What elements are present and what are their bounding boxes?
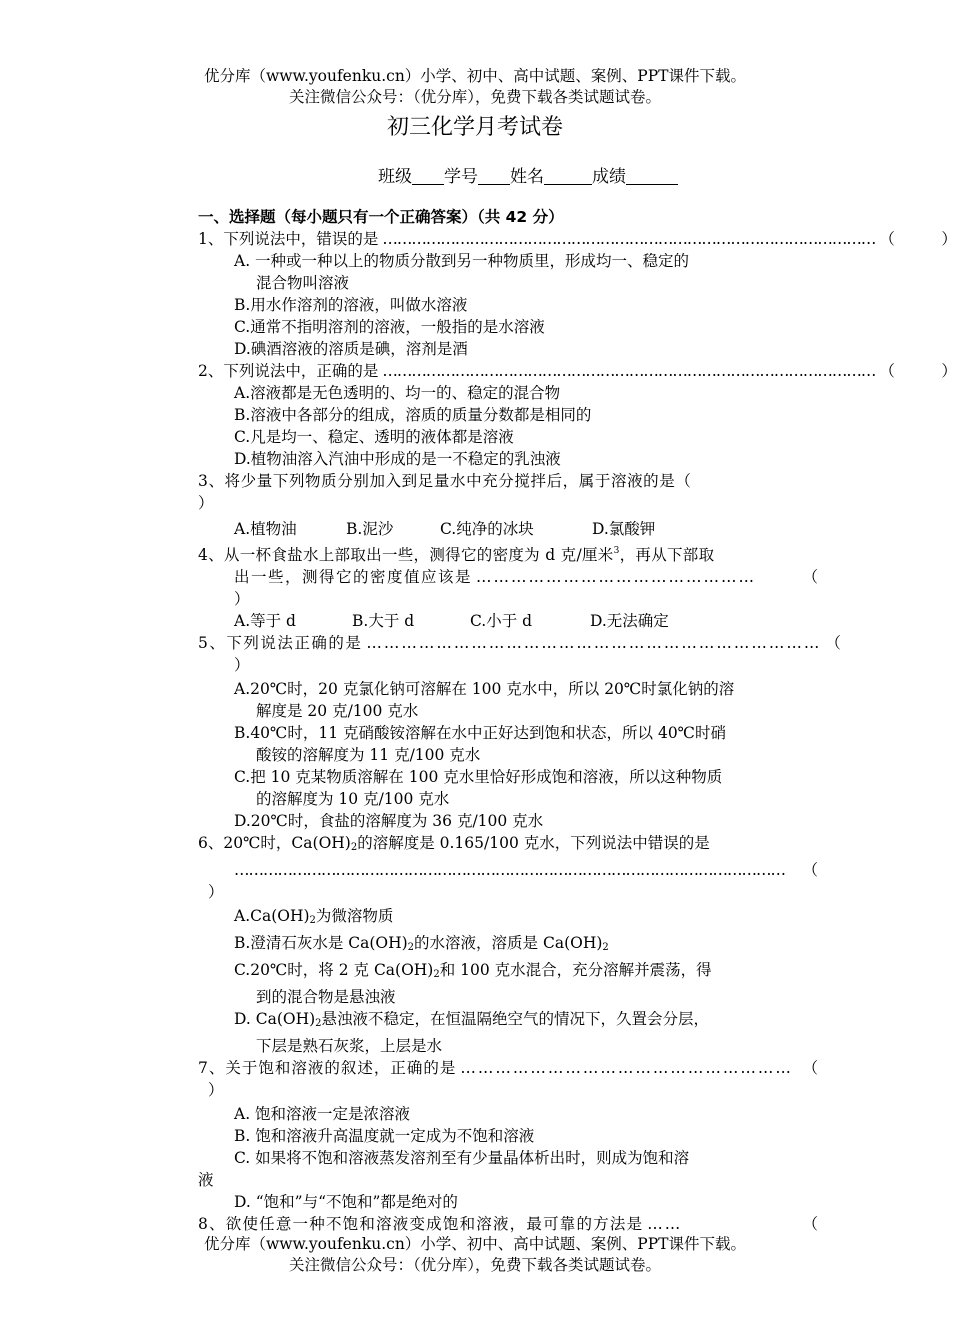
answer-paren[interactable]: （ ） xyxy=(879,230,957,248)
score-blank[interactable] xyxy=(626,168,678,185)
q3-option-b: B.泥沙 xyxy=(346,520,394,538)
q1-option-c: C.通常不指明溶剂的溶液，一般指的是水溶液 xyxy=(234,318,545,336)
q4-options xyxy=(198,610,818,632)
q2-option-c: C.凡是均一、稳定、透明的液体都是溶液 xyxy=(234,428,514,446)
q5-paren-close[interactable]: ） xyxy=(234,656,250,674)
q5-option-d: D.20℃时，食盐的溶解度为 36 克/100 克水 xyxy=(234,812,544,830)
q4-option-a: A.等于 d xyxy=(234,612,296,630)
q6-option-b-pre: B.澄清石灰水是 Ca(OH) xyxy=(234,934,408,952)
dot-leader: …………………………………………………………………………………………………… xyxy=(234,861,785,879)
dot-leader: ………………………………………………… xyxy=(460,1059,793,1077)
question-4-line-1 xyxy=(198,540,818,566)
answer-paren-open[interactable]: （ xyxy=(802,568,818,586)
q5-stem: 5、下列说法正确的是 xyxy=(198,634,363,652)
footer-line-2: 关注微信公众号：（优分库），免费下载各类试题试卷。 xyxy=(288,1256,661,1274)
q6-option-d-post: 悬浊液不稳定，在恒温隔绝空气的情况下，久置会分层， xyxy=(321,1010,710,1028)
question-8 xyxy=(198,1213,818,1235)
id-label: 学号 xyxy=(444,167,478,187)
id-blank[interactable] xyxy=(478,168,510,185)
q2-option-d: D.植物油溶入汽油中形成的是一不稳定的乳浊液 xyxy=(234,450,561,468)
subscript: 2 xyxy=(315,1018,322,1029)
page-title: 初三化学月考试卷 xyxy=(386,115,563,140)
q7-option-b: B. 饱和溶液升高温度就一定成为不饱和溶液 xyxy=(234,1127,535,1145)
q7-option-a: A. 饱和溶液一定是浓溶液 xyxy=(234,1105,411,1123)
subscript: 2 xyxy=(309,915,316,926)
footer-line-1: 优分库（www.youfenku.cn）小学、初中、高中试题、案例、PPT课件下载。 xyxy=(203,1235,747,1253)
q6-option-b xyxy=(198,932,818,959)
class-label: 班级 xyxy=(378,167,412,187)
class-blank[interactable] xyxy=(412,168,444,185)
q6-option-d-pre: D. Ca(OH) xyxy=(234,1010,316,1028)
q2-option-b: B.溶液中各部分的组成，溶质的质量分数都是相同的 xyxy=(234,406,592,424)
q5-option-c-cont: 的溶解度为 10 克/100 克水 xyxy=(256,790,450,808)
question-3-close[interactable]: ） xyxy=(198,494,214,512)
question-4-line-2 xyxy=(198,566,818,588)
q6-option-c xyxy=(198,959,818,986)
q5-option-a-cont: 解度是 20 克/100 克水 xyxy=(256,702,419,720)
q6-option-a-post: 为微溶物质 xyxy=(315,907,394,925)
score-label: 成绩 xyxy=(592,167,626,187)
q6-option-b-mid: 的水溶液，溶质是 Ca(OH) xyxy=(414,934,603,952)
q6-option-a xyxy=(198,905,818,932)
q4-option-d: D.无法确定 xyxy=(590,612,669,630)
q1-option-b: B.用水作溶剂的溶液，叫做水溶液 xyxy=(234,296,468,314)
q5-option-b-cont: 酸铵的溶解度为 11 克/100 克水 xyxy=(256,746,481,764)
answer-paren-open[interactable]: （ xyxy=(825,634,841,652)
q7-paren-close[interactable]: ） xyxy=(208,1081,224,1099)
dot-leader: ………………………………………………………………………………………… xyxy=(382,230,876,248)
dot-leader: ………………………………………………………………………………………… xyxy=(382,362,876,380)
q4-option-b: B.大于 d xyxy=(352,612,415,630)
q3-option-a: A.植物油 xyxy=(234,520,297,538)
q5-option-c: C.把 10 克某物质溶解在 100 克水里恰好形成饱和溶液，所以这种物质 xyxy=(234,768,723,786)
question-6-leader-line xyxy=(198,859,818,881)
dot-leader: …… xyxy=(647,1215,683,1233)
q3-option-c: C.纯净的冰块 xyxy=(440,520,534,538)
q6-option-c-pre: C.20℃时，将 2 克 Ca(OH) xyxy=(234,961,434,979)
q6-option-d-cont: 下层是熟石灰浆，上层是水 xyxy=(256,1037,443,1055)
q7-stem: 7、关于饱和溶液的叙述，正确的是 xyxy=(198,1059,457,1077)
header-line-2: 关注微信公众号：（优分库），免费下载各类试题试卷。 xyxy=(288,88,661,106)
question-6-stem xyxy=(198,832,818,859)
page-header xyxy=(0,66,950,108)
answer-paren-open[interactable]: （ xyxy=(802,1215,818,1233)
q7-option-c-cont: 液 xyxy=(198,1171,214,1189)
q1-option-d: D.碘酒溶液的溶质是碘，溶剂是酒 xyxy=(234,340,468,358)
q1-option-a: A. 一种或一种以上的物质分散到另一种物质里，形成均一、稳定的 xyxy=(234,252,690,270)
subscript: 2 xyxy=(350,842,358,853)
name-blank[interactable] xyxy=(544,168,592,185)
q3-option-d: D.氯酸钾 xyxy=(592,520,656,538)
dot-leader: …………………………………………………………………… xyxy=(366,634,822,652)
q6-option-a-pre: A.Ca(OH) xyxy=(234,907,310,925)
subscript: 2 xyxy=(602,942,609,953)
q4-stem-2: 出一些，测得它的密度值应该是 xyxy=(234,568,473,586)
page-footer xyxy=(0,1234,950,1276)
student-info xyxy=(378,162,678,187)
q4-stem-1: 4、从一杯食盐水上部取出一些，测得它的密度为 d 克/厘米 xyxy=(198,546,614,564)
answer-paren-open[interactable]: （ xyxy=(802,861,818,879)
section-heading: 一、选择题（每小题只有一个正确答案）（共 42 分） xyxy=(198,208,564,226)
subscript: 2 xyxy=(407,942,415,953)
question-1-stem: 1、下列说法中，错误的是 xyxy=(198,230,379,248)
q1-option-a-cont: 混合物叫溶液 xyxy=(256,274,350,292)
q5-option-b: B.40℃时，11 克硝酸铵溶解在水中正好达到饱和状态，所以 40℃时硝 xyxy=(234,724,727,742)
dot-leader: ………………………………………… xyxy=(476,568,757,586)
q6-paren-close[interactable]: ） xyxy=(208,883,224,901)
q6-option-c-cont: 到的混合物是悬浊液 xyxy=(256,988,396,1006)
q5-option-a: A.20℃时，20 克氯化钠可溶解在 100 克水中，所以 20℃时氯化钠的溶 xyxy=(234,680,735,698)
name-label: 姓名 xyxy=(510,167,544,187)
q7-option-d: D. “饱和”与“不饱和”都是绝对的 xyxy=(234,1193,458,1211)
header-line-1: 优分库（www.youfenku.cn）小学、初中、高中试题、案例、PPT课件下载。 xyxy=(203,67,747,85)
q3-options xyxy=(198,518,818,540)
question-2 xyxy=(198,360,957,382)
q6-stem-b: 的溶解度是 0.165/100 克水，下列说法中错误的是 xyxy=(357,834,710,852)
question-2-stem: 2、下列说法中，正确的是 xyxy=(198,362,379,380)
q2-option-a: A.溶液都是无色透明的、均一的、稳定的混合物 xyxy=(234,384,561,402)
question-5 xyxy=(198,632,841,654)
q8-stem: 8、欲使任意一种不饱和溶液变成饱和溶液，最可靠的方法是 xyxy=(198,1215,644,1233)
q6-option-d xyxy=(198,1008,818,1035)
subscript: 2 xyxy=(433,969,440,980)
question-3-stem: 3、将少量下列物质分别加入到足量水中充分搅拌后，属于溶液的是（ xyxy=(198,472,692,490)
answer-paren[interactable]: （ ） xyxy=(879,362,957,380)
answer-paren-open[interactable]: （ xyxy=(802,1059,818,1077)
q6-option-c-post: 和 100 克水混合，充分溶解并震荡，得 xyxy=(439,961,712,979)
q4-option-c: C.小于 d xyxy=(470,612,533,630)
question-7 xyxy=(198,1057,818,1079)
q7-option-c: C. 如果将不饱和溶液蒸发溶剂至有少量晶体析出时，则成为饱和溶 xyxy=(234,1149,690,1167)
q6-stem-a: 6、20℃时，Ca(OH) xyxy=(198,834,351,852)
question-1 xyxy=(198,228,957,250)
q4-stem-1b: ，再从下部取 xyxy=(619,546,715,564)
exam-content xyxy=(198,206,957,1235)
q4-paren-close[interactable]: ） xyxy=(234,590,250,608)
superscript: 3 xyxy=(613,546,620,556)
